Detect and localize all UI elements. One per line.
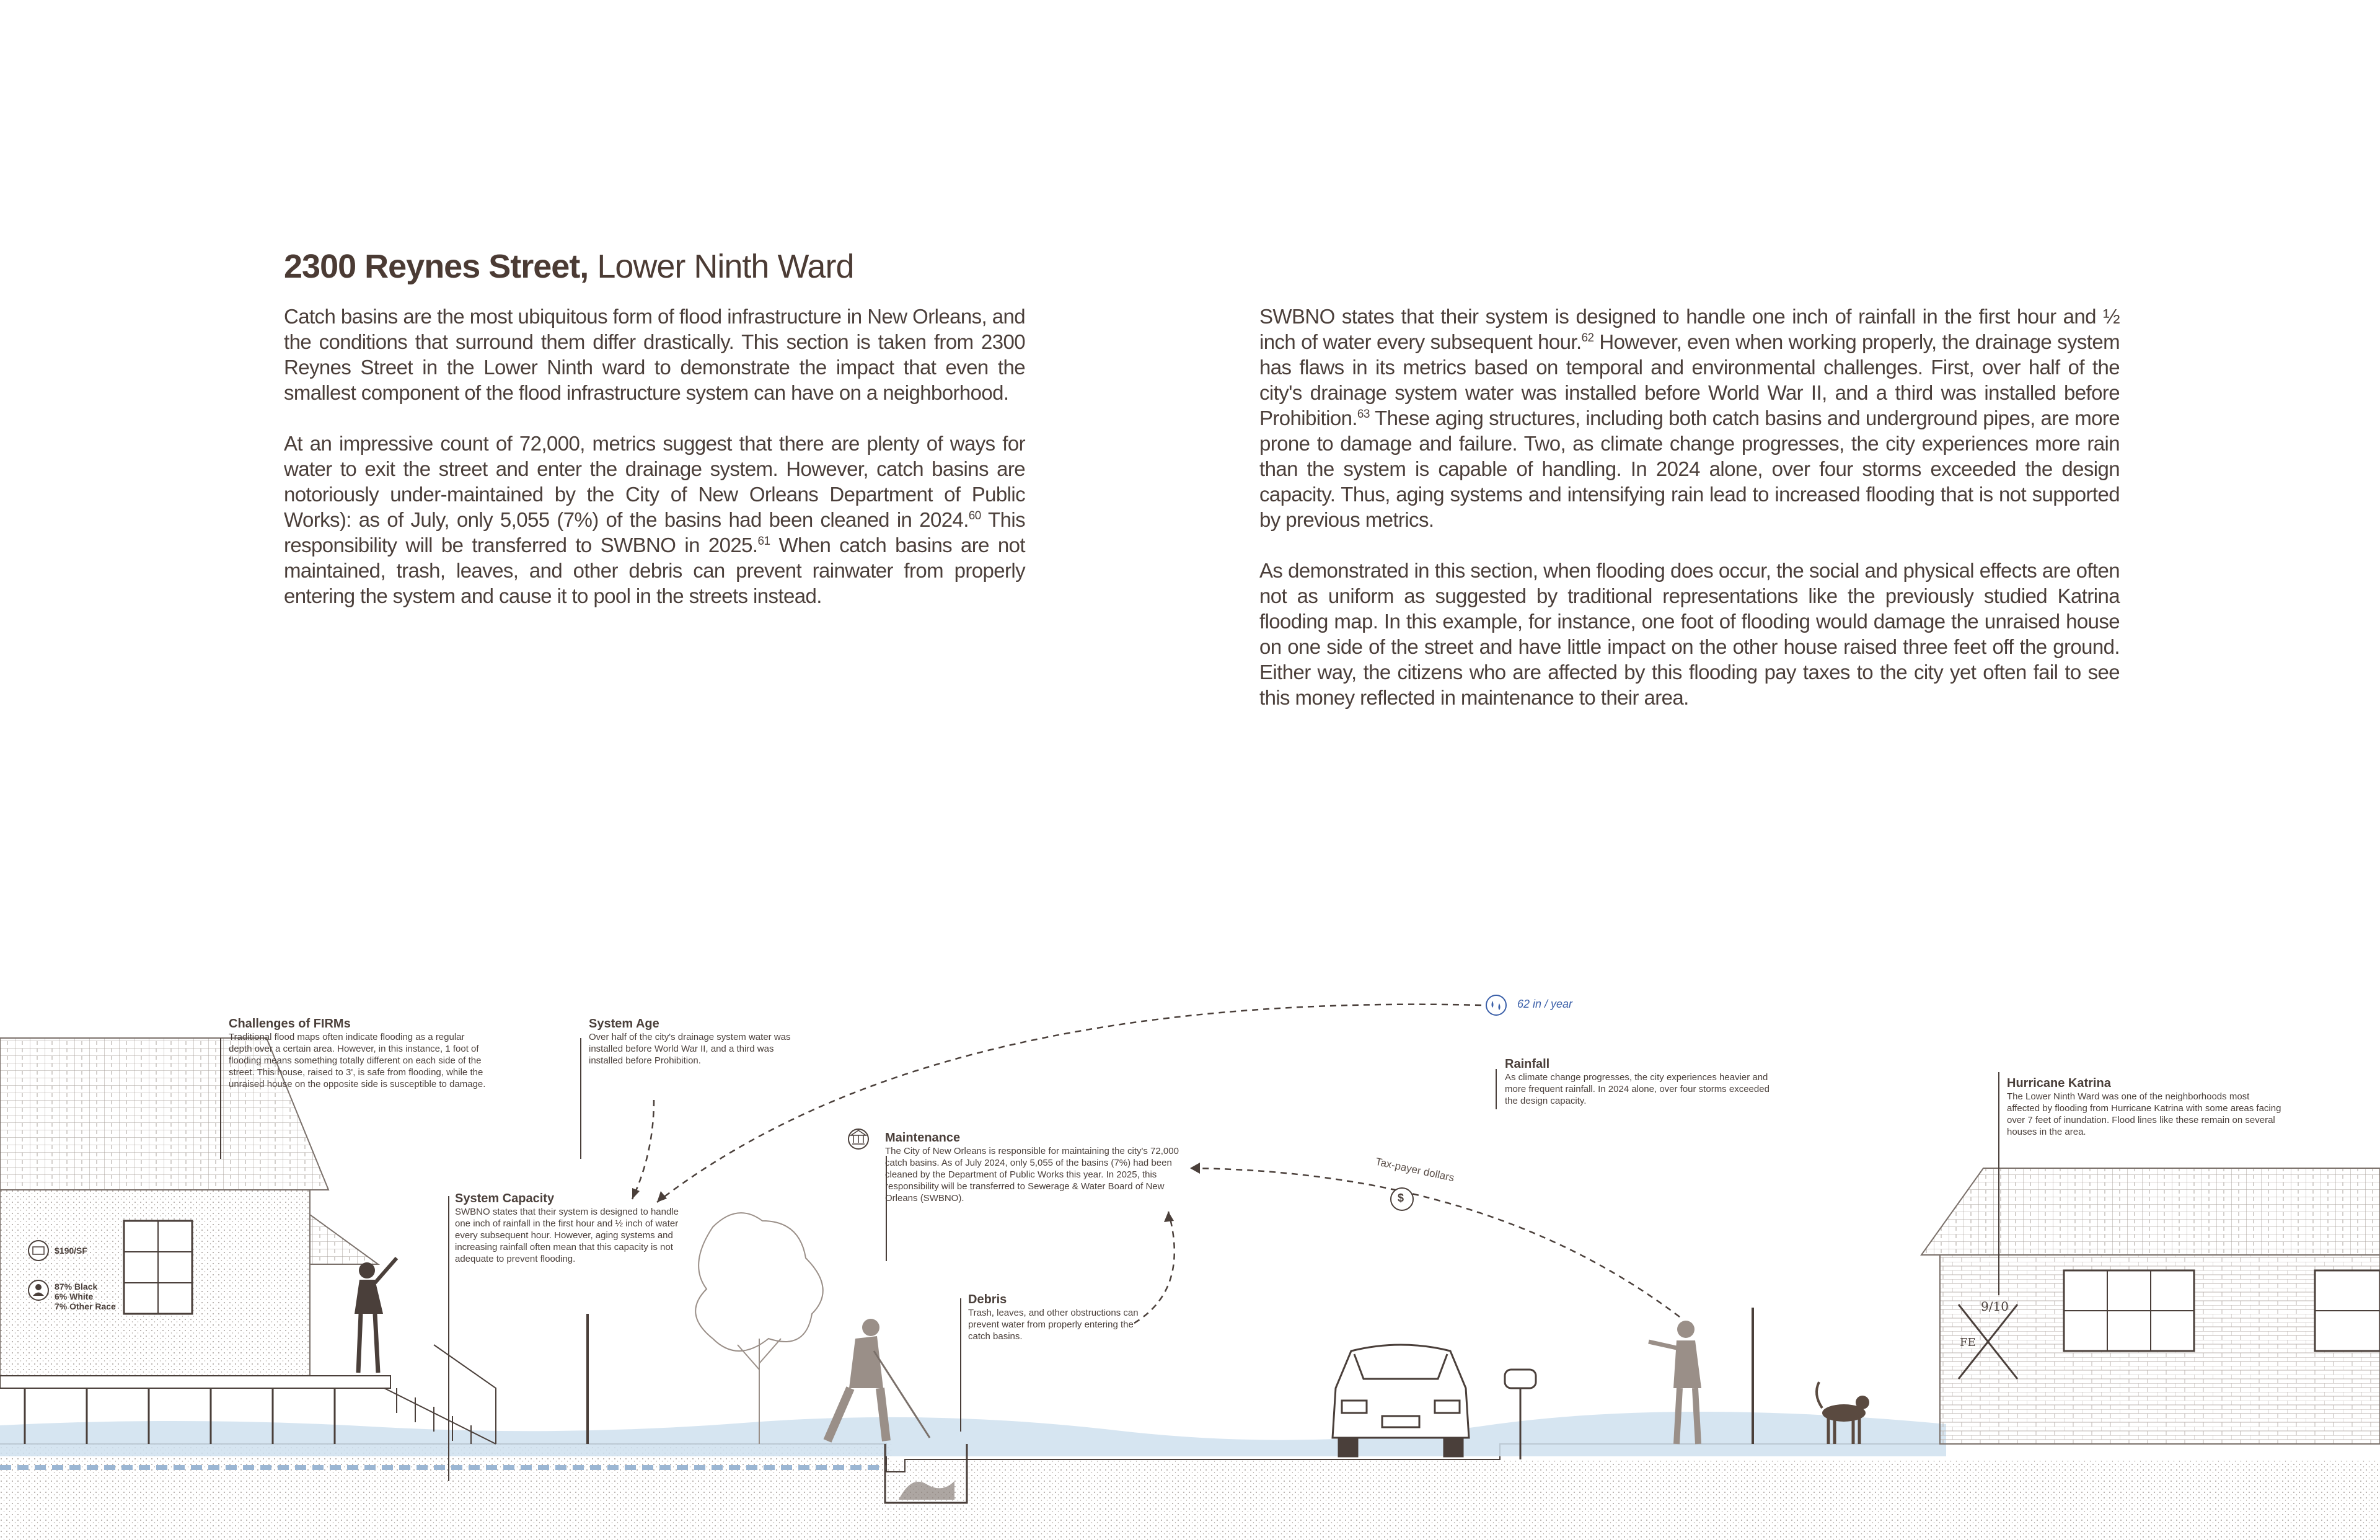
left-p2-part-c: When catch basins are not maintained, trash, leaves, and other debris can prevent rainwater from properly entering the system and cause it to pool in the streets instead. [284,534,1025,607]
footnote-61: 61 [757,535,770,548]
annotation-maintenance [885,1130,1183,1204]
title-neighborhood: Lower Ninth Ward [588,248,854,285]
right-p1-part-b: However, even when working properly, the drainage system has flaws in its metrics based on temporal and environmental challenges. First, over half of the city's drainage system water was installed before World War II, and a third was installed before Prohibition. [1259,330,2120,429]
title-address: 2300 Reynes Street, [284,248,589,285]
demographics-black: 87% Black [55,1282,98,1291]
firms-title: Challenges of FIRMs [229,1017,351,1031]
demographics-white: 6% White [55,1291,94,1301]
annotation-system-capacity [455,1191,697,1265]
annotation-katrina [2007,1076,2283,1138]
annotation-debris [968,1292,1148,1342]
debris-body: Trash, leaves, and other obstructions can prevent water from properly entering the catch basins. [968,1308,1139,1342]
rainfall-body: As climate change progresses, the city experiences heavier and more frequent rainfall. In 2024 alone, over four storms exceeded the design capacity. [1505,1072,1770,1106]
footnote-63: 63 [1357,408,1370,421]
tree [695,1213,823,1444]
left-text-column [284,304,1025,634]
rain-rate-label: 62 in / year [1517,998,1573,1010]
ground-fill [0,1444,2380,1540]
right-paragraph-1 [1259,304,2120,532]
left-paragraph-2 [284,431,1025,609]
flood-water [0,1412,1946,1456]
debris-title: Debris [968,1293,1007,1306]
annotation-system-age [589,1016,800,1067]
maintenance-title: Maintenance [885,1131,961,1145]
street-section-diagram [0,967,2380,1540]
system-age-title: System Age [589,1017,659,1031]
right-text-column [1259,304,2120,736]
katrina-mark-top: 9/10 [1981,1299,2009,1314]
demographics-other: 7% Other Race [55,1301,116,1311]
rainfall-title: Rainfall [1505,1057,1550,1071]
page-title [284,245,853,288]
katrina-mark-left: FE [1960,1336,1976,1349]
taxpayer-label: Tax-payer dollars [1374,1155,1456,1184]
annotation-rainfall [1505,1057,1778,1107]
price-per-sf: $190/SF [55,1246,87,1256]
katrina-body: The Lower Ninth Ward was one of the neighborhoods most affected by flooding from Hurricane Katrina with some areas facing over 7 feet of inundation. Flood lines like these remain on several houses in the area. [2007,1091,2281,1137]
dollar-symbol: $ [1398,1192,1404,1204]
left-p2-part-a: At an impressive count of 72,000, metrics suggest that there are plenty of ways for water to exit the street and enter the drainage system. However, catch basins are notoriously under-maintained by the City of New Orleans Department of Public Works): as of July, only 5,055 (7%) of the basins had been cleaned in 2024. [284,432,1025,531]
left-paragraph-1: Catch basins are the most ubiquitous form of flood infrastructure in New Orleans, and the conditions that surround them differ drastically. This section is taken from 2300 Reynes Street in the Lower Ninth ward to demonstrate the impact that even the smallest component of the flood infrastructure system can have on a neighborhood. [284,305,1025,404]
left-p2-part-b: This responsibility will be transferred to SWBNO in 2025. [284,508,1025,557]
maintenance-body: The City of New Orleans is responsible for maintaining the city's 72,000 catch basins. As of July 2024, only 5,055 of the basins (7%) had been cleaned by the Department of Public Works this year. In 2025, this responsibility will be transferred to Sewerage & Water Board of New Orleans (SWBNO). [885,1146,1179,1203]
footnote-60: 60 [968,509,981,522]
system-capacity-body: SWBNO states that their system is designed to handle one inch of rainfall in the first hour and ½ inch of water every subsequent hour. However, aging systems and increasing rainfall often mean that this capacity is not adequate to prevent flooding. [455,1207,679,1264]
right-paragraph-2: As demonstrated in this section, when flooding does occur, the social and physical effects are often not as uniform as suggested by traditional representations like the previously studied Katrina flooding map. In this example, for instance, one foot of flooding would damage the unraised house on one side of the street and have little impact on the other house raised three feet off the ground. Either way, the citizens who are affected by this flooding pay taxes to the city yet often fail to see this money reflected in maintenance to their area. [1259,559,2120,709]
rain-icon [1486,995,1506,1015]
katrina-title: Hurricane Katrina [2007,1076,2111,1090]
system-age-body: Over half of the city's drainage system water was installed before World War II, and a third was installed before Prohibition. [589,1032,791,1066]
footnote-62: 62 [1581,332,1594,345]
raised-house [0,1038,496,1444]
annotation-firms [229,1016,489,1090]
firms-body: Traditional flood maps often indicate flooding as a regular depth over a certain area. However, in this instance, 1 foot of flooding means something totally different on each side of the street. This house, raised to 3', is safe from flooding, while the unraised house on the opposite side is susceptible to damage. [229,1032,486,1089]
price-icon [29,1241,48,1261]
right-p1-part-a: SWBNO states that their system is designed to handle one inch of rainfall in the first hour and ½ inch of water every subsequent hour. [1259,305,2120,353]
system-capacity-title: System Capacity [455,1192,555,1205]
person-on-porch [355,1258,397,1373]
right-p1-part-c: These aging structures, including both catch basins and underground pipes, are more prone to damage and failure. Two, as climate change progresses, the city experiences more rain than the system is capable of handling. In 2024 alone, over four storms exceeded the design capacity. Thus, aging systems and intensifying rain lead to increased flooding that is not supported by previous metrics. [1259,407,2120,531]
